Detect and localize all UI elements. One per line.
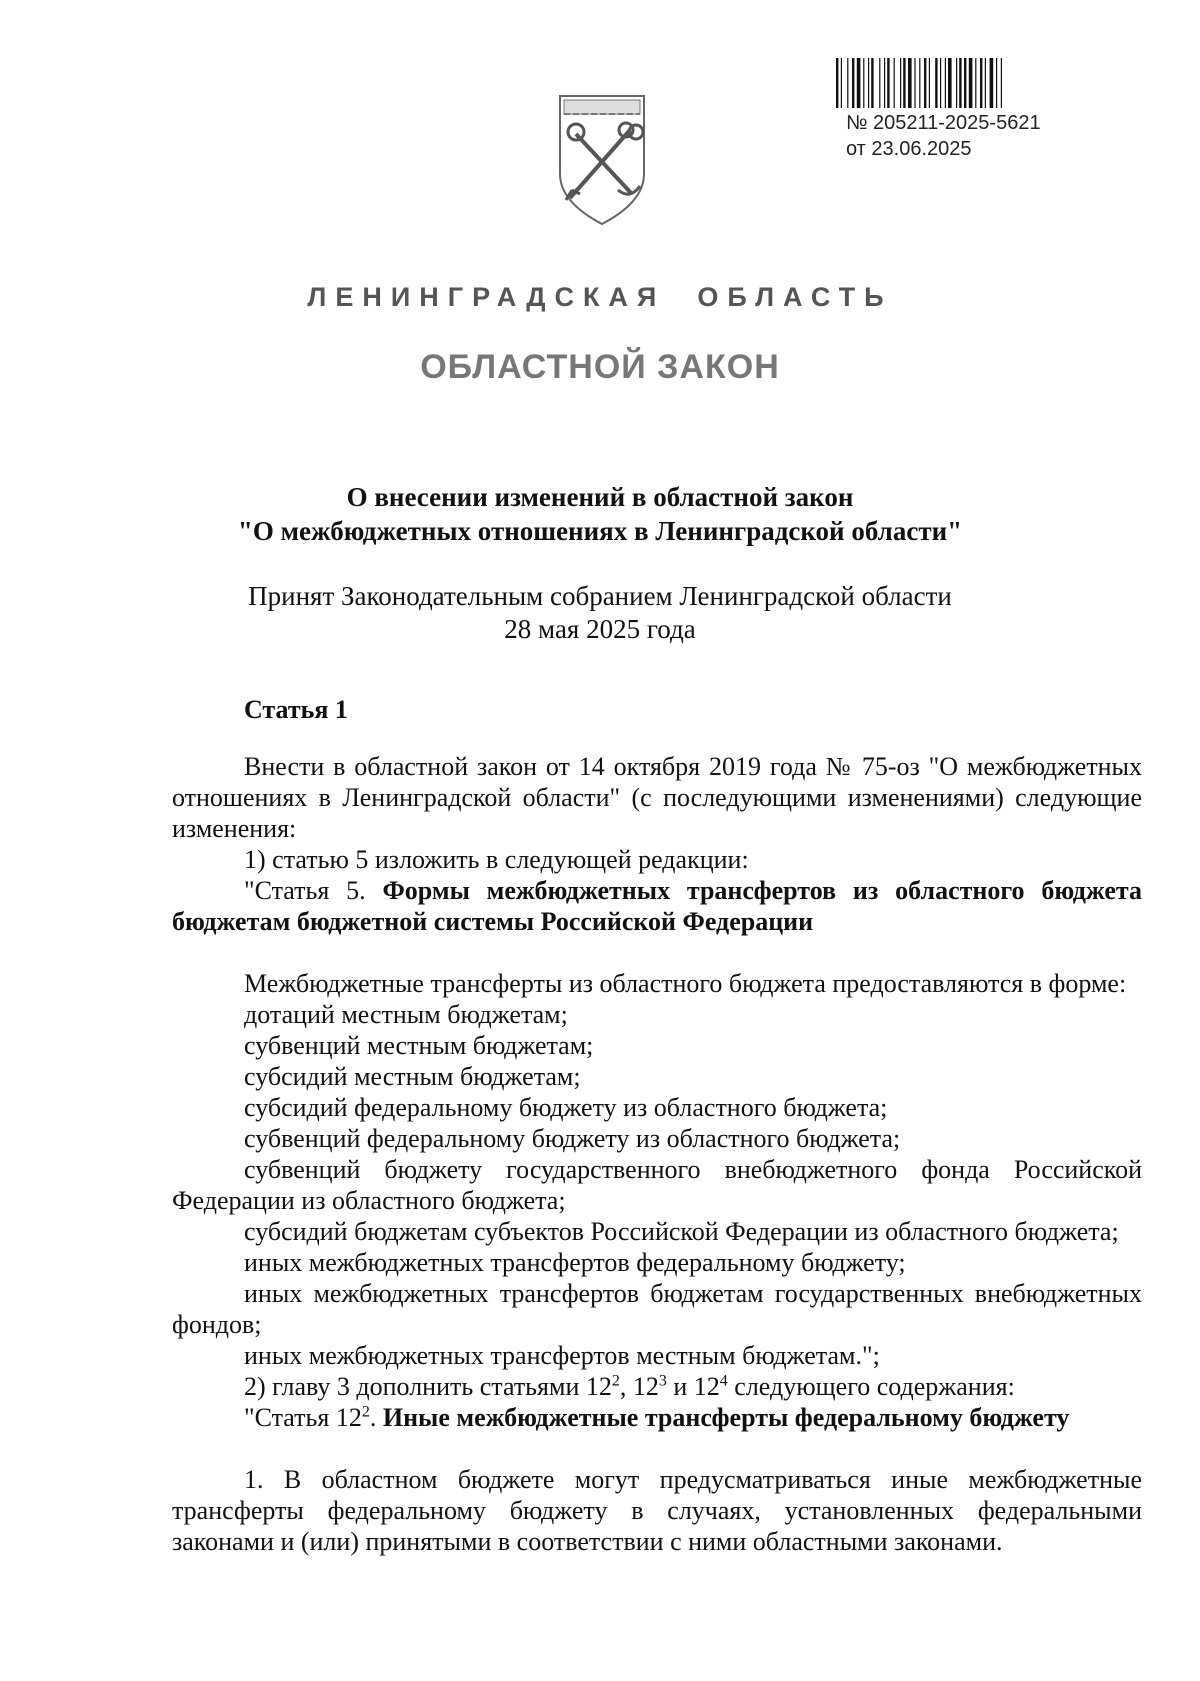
forms-list-item: иных межбюджетных трансфертов местным бюджетам."; <box>244 1341 880 1370</box>
forms-list-item: субсидий бюджетам субъектов Российской Федерации из областного бюджета; <box>244 1217 1119 1246</box>
registration-number: № 205211-2025-5621 <box>846 112 1041 134</box>
forms-list-item: субвенций местным бюджетам; <box>244 1031 594 1060</box>
article-5-heading <box>172 875 1142 937</box>
forms-list-item: субсидий местным бюджетам; <box>244 1062 581 1091</box>
article-12-2-heading: "Статья $12^2$. Иные межбюджетные трансферты федеральному бюджету <box>244 1403 1070 1432</box>
item-2: 2) главу 3 дополнить статьями $12^2$, $12^3$ и $12^4$ следующего содержания: <box>244 1372 1015 1401</box>
forms-list-item: иных межбюджетных трансфертов бюджетам государственных внебюджетных фондов; <box>172 1279 1142 1339</box>
article-5-prefix: "Статья 5. <box>244 876 383 905</box>
forms-list-item: иных межбюджетных трансфертов федеральному бюджету; <box>244 1248 906 1277</box>
adoption-line-2: 28 мая 2025 года <box>504 614 696 644</box>
law-type-heading: ОБЛАСТНОЙ ЗАКОН <box>420 348 780 386</box>
adoption-note <box>0 580 1200 646</box>
article-5-title: Формы межбюджетных трансфертов из областного бюджета бюджетам бюджетной системы Российской Федерации <box>172 876 1143 936</box>
region-word-1: ЛЕНИНГРАДСКАЯ <box>307 282 666 312</box>
adoption-line-1: Принят Законодательным собранием Ленинградской области <box>248 581 952 611</box>
barcode <box>836 58 1096 108</box>
article-heading: Статья 1 <box>244 695 348 724</box>
region-heading <box>0 282 1200 313</box>
registration-stamp <box>846 110 1041 162</box>
region-word-2: ОБЛАСТЬ <box>697 282 893 312</box>
forms-intro: Межбюджетные трансферты из областного бюджета предоставляются в форме: <box>244 969 1127 998</box>
document-body <box>172 694 1142 1557</box>
coat-of-arms-emblem <box>556 90 648 228</box>
law-title <box>0 480 1200 548</box>
item-1: 1) статью 5 изложить в следующей редакции: <box>244 845 749 874</box>
forms-list-item: субвенций бюджету государственного внебюджетного фонда Российской Федерации из областного бюджета; <box>172 1155 1142 1215</box>
forms-list-item: субсидий федеральному бюджету из областного бюджета; <box>244 1093 888 1122</box>
registration-date: от 23.06.2025 <box>846 138 972 160</box>
paragraph-1: 1. В областном бюджете могут предусматриваться иные межбюджетные трансферты федеральному бюджету в случаях, установленных федеральными законами и (или) принятыми в соответствии с ними областными законами. <box>172 1465 1142 1556</box>
article-12-2-title: Иные межбюджетные трансферты федеральному бюджету <box>382 1403 1070 1432</box>
law-title-line-2: "О межбюджетных отношениях в Ленинградской области" <box>237 516 963 546</box>
forms-list-item: дотаций местным бюджетам; <box>244 1000 568 1029</box>
law-title-line-1: О внесении изменений в областной закон <box>346 482 854 512</box>
forms-list-item: субвенций федеральному бюджету из областного бюджета; <box>244 1124 901 1153</box>
forms-list <box>172 999 1142 1371</box>
article-intro: Внести в областной закон от 14 октября 2019 года № 75-оз "О межбюджетных отношениях в Ленинградской области" (с последующими изменениями) следующие изменения: <box>172 752 1142 843</box>
